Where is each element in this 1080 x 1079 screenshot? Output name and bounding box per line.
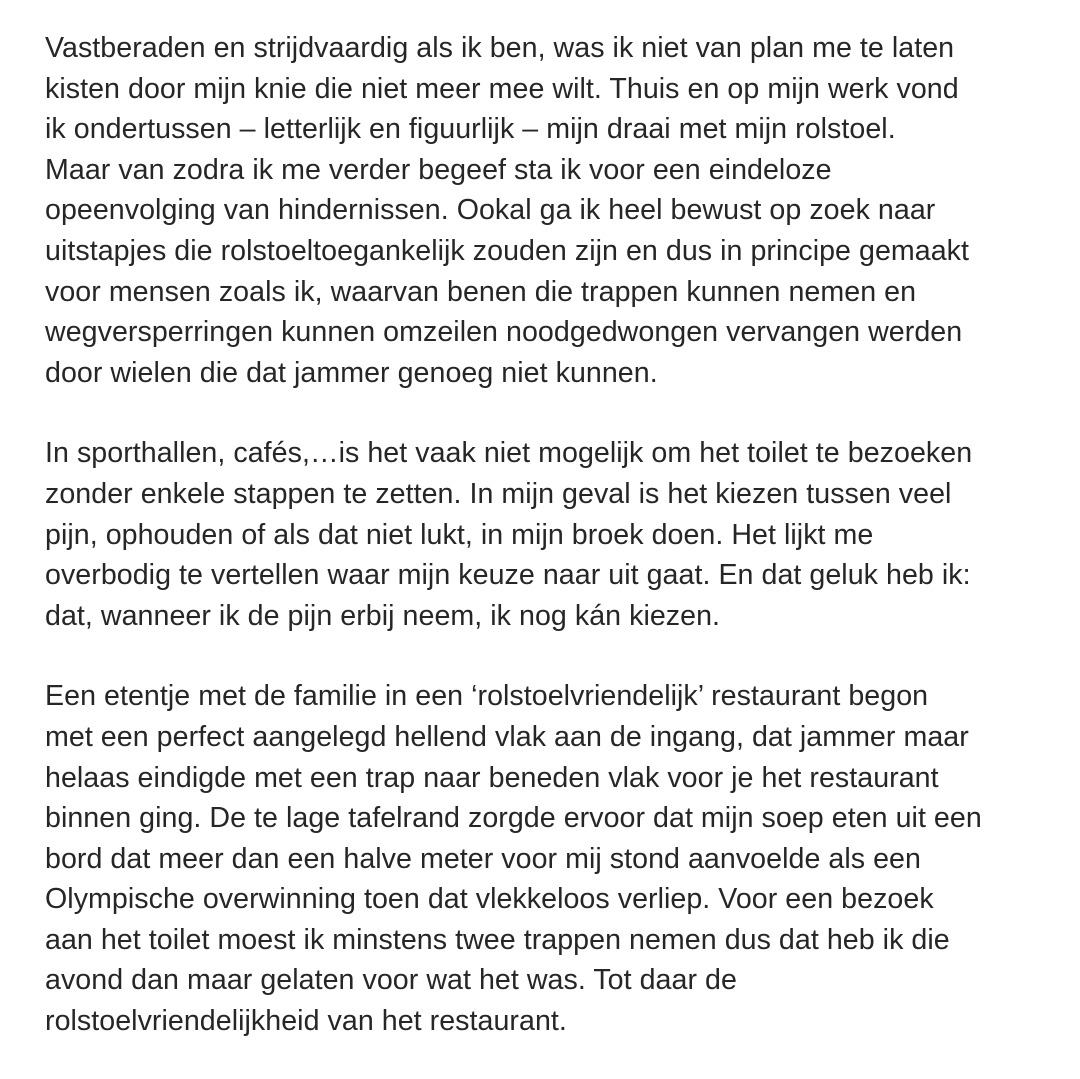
text-line: binnen ging. De te lage tafelrand zorgde ervoor dat mijn soep eten uit een [45,802,982,835]
paragraph-spacer [45,393,1040,433]
text-line: kisten door mijn knie die niet meer mee wilt. Thuis en op mijn werk vond [45,72,959,105]
paragraph-spacer [45,636,1040,676]
text-line: opeenvolging van hindernissen. Ookal ga ik heel bewust op zoek naar [45,194,936,227]
text-line: uitstapjes die rolstoeltoegankelijk zouden zijn en dus in principe gemaakt [45,234,970,267]
text-line: voor mensen zoals ik, waarvan benen die trappen kunnen nemen en [45,275,917,308]
text-line: Vastberaden en strijdvaardig als ik ben, was ik niet van plan me te laten [45,32,955,64]
text-line: helaas eindigde met een trap naar beneden vlak voor je het restaurant [45,761,939,794]
text-line: avond dan maar gelaten voor wat het was. Tot daar de [45,964,737,997]
text-line: Maar van zodra ik me verder begeef sta ik voor een eindeloze [45,153,832,186]
text-line: Een etentje met de familie in een ‘rolstoelvriendelijk’ restaurant begon [45,680,929,713]
text-line: bord dat meer dan een halve meter voor mij stond aanvoelde als een [45,842,921,875]
text-line: pijn, ophouden of als dat niet lukt, in mijn broek doen. Het lijkt me [45,518,874,551]
text-line: zonder enkele stappen te zetten. In mijn geval is het kiezen tussen veel [45,477,952,510]
text-line: met een perfect aangelegd hellend vlak aan de ingang, dat jammer maar [45,720,969,753]
text-line: overbodig te vertellen waar mijn keuze naar uit gaat. En dat geluk heb ik: [45,559,971,592]
text-line: door wielen die dat jammer genoeg niet kunnen. [45,356,658,389]
text-line: wegversperringen kunnen omzeilen noodgedwongen vervangen werden [45,316,963,349]
text-line: dat, wanneer ik de pijn erbij neem, ik nog kán kiezen. [45,599,721,632]
text-line: rolstoelvriendelijkheid van het restaurant. [45,1005,567,1038]
paragraph-3 [45,676,1040,1041]
paragraph-1 [45,28,1040,393]
text-line: aan het toilet moest ik minstens twee trappen nemen dus dat heb ik die [45,923,950,956]
text-line: Olympische overwinning toen dat vlekkeloos verliep. Voor een bezoek [45,883,934,916]
text-line: In sporthallen, cafés,…is het vaak niet mogelijk om het toilet te bezoeken [45,437,973,470]
paragraph-2 [45,433,1040,636]
text-line: ik ondertussen – letterlijk en figuurlijk – mijn draai met mijn rolstoel. [45,113,896,146]
